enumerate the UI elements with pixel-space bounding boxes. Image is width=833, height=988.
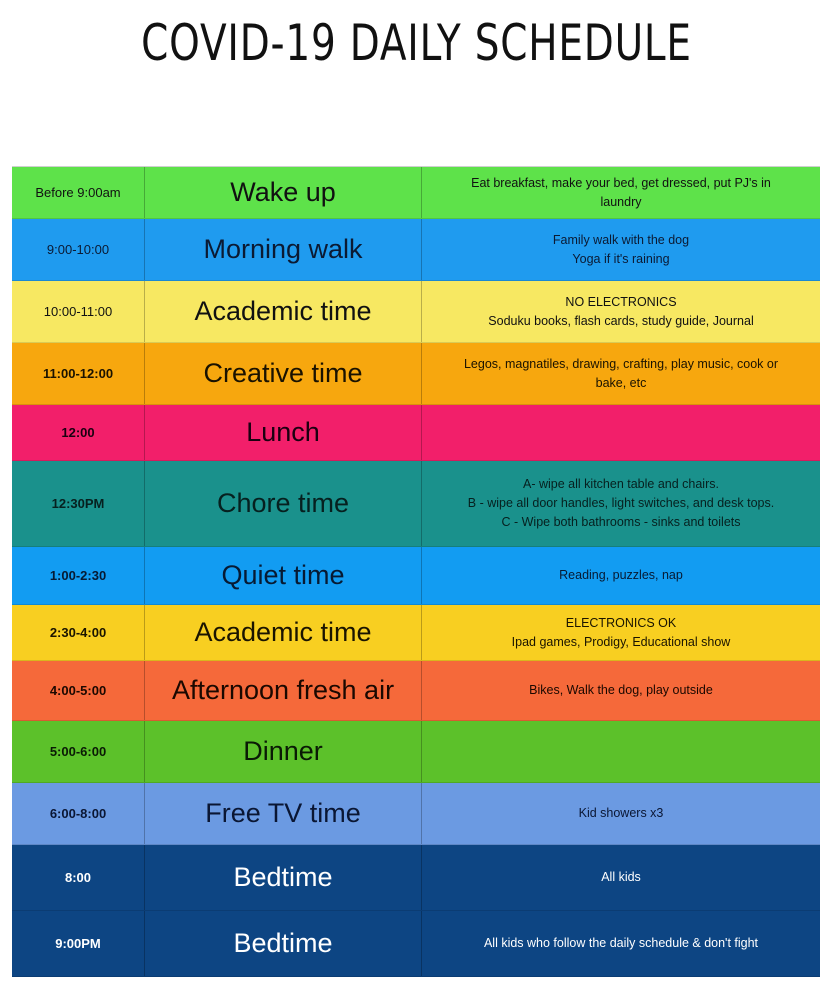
note-line: Kid showers x3 [578, 806, 664, 820]
schedule-row [12, 461, 820, 547]
note-line: All kids [601, 870, 641, 884]
schedule-row [12, 343, 820, 405]
note-line: Legos, magnatiles, drawing, crafting, play music, cook or [463, 356, 779, 371]
note-line: Eat breakfast, make your bed, get dressed, put PJ's in [471, 175, 771, 190]
row-notes [422, 167, 820, 218]
page-title: COVID-19 DAILY SCHEDULE [141, 14, 692, 72]
schedule-row [12, 845, 820, 911]
row-activity: Dinner [145, 721, 422, 782]
note-line: Family walk with the dog [552, 232, 690, 247]
note-line: C - Wipe both bathrooms - sinks and toilets [501, 515, 741, 529]
row-activity: Chore time [145, 461, 422, 546]
schedule-row [12, 167, 820, 219]
row-activity: Afternoon fresh air [145, 661, 422, 720]
row-activity: Creative time [145, 343, 422, 404]
note-line: Yoga if it's raining [572, 251, 670, 266]
row-time: 9:00PM [12, 911, 145, 976]
row-time: 12:30PM [12, 461, 145, 546]
row-time: Before 9:00am [12, 167, 145, 218]
row-time: 8:00 [12, 845, 145, 910]
row-notes [422, 343, 820, 404]
row-activity: Academic time [145, 281, 422, 342]
row-time: 6:00-8:00 [12, 783, 145, 844]
row-notes [422, 547, 820, 604]
row-notes [422, 845, 820, 910]
row-time: 4:00-5:00 [12, 661, 145, 720]
row-notes [422, 219, 820, 280]
row-activity: Bedtime [145, 911, 422, 976]
row-activity: Morning walk [145, 219, 422, 280]
schedule-row [12, 783, 820, 845]
row-activity: Lunch [145, 405, 422, 460]
schedule-row [12, 405, 820, 461]
schedule-row [12, 605, 820, 661]
schedule-row [12, 721, 820, 783]
row-notes [422, 605, 820, 660]
row-time: 11:00-12:00 [12, 343, 145, 404]
note-line: ELECTRONICS OK [565, 615, 677, 630]
note-line: Soduku books, flash cards, study guide, Journal [488, 313, 754, 328]
note-line: B - wipe all door handles, light switches, and desk tops. [467, 496, 775, 510]
note-line: Bikes, Walk the dog, play outside [529, 683, 713, 697]
row-activity: Bedtime [145, 845, 422, 910]
schedule-table [12, 166, 820, 977]
row-activity: Wake up [145, 167, 422, 218]
row-time: 5:00-6:00 [12, 721, 145, 782]
row-time: 2:30-4:00 [12, 605, 145, 660]
row-time: 9:00-10:00 [12, 219, 145, 280]
note-line: NO ELECTRONICS [565, 294, 677, 309]
row-activity: Quiet time [145, 547, 422, 604]
row-notes [422, 911, 820, 976]
note-line: bake, etc [595, 375, 647, 390]
row-notes [422, 281, 820, 342]
row-time: 10:00-11:00 [12, 281, 145, 342]
row-time: 12:00 [12, 405, 145, 460]
row-notes [422, 721, 820, 782]
note-line: laundry [600, 194, 642, 209]
schedule-row [12, 219, 820, 281]
schedule-row [12, 547, 820, 605]
schedule-row [12, 911, 820, 977]
row-activity: Academic time [145, 605, 422, 660]
row-activity: Free TV time [145, 783, 422, 844]
note-line: Ipad games, Prodigy, Educational show [511, 634, 731, 649]
row-time: 1:00-2:30 [12, 547, 145, 604]
row-notes [422, 783, 820, 844]
note-line: All kids who follow the daily schedule & don't fight [483, 936, 759, 950]
row-notes [422, 405, 820, 460]
row-notes [422, 661, 820, 720]
schedule-row [12, 661, 820, 721]
note-line: Reading, puzzles, nap [559, 568, 683, 582]
note-line: A- wipe all kitchen table and chairs. [523, 477, 719, 491]
schedule-row [12, 281, 820, 343]
row-notes [422, 461, 820, 546]
